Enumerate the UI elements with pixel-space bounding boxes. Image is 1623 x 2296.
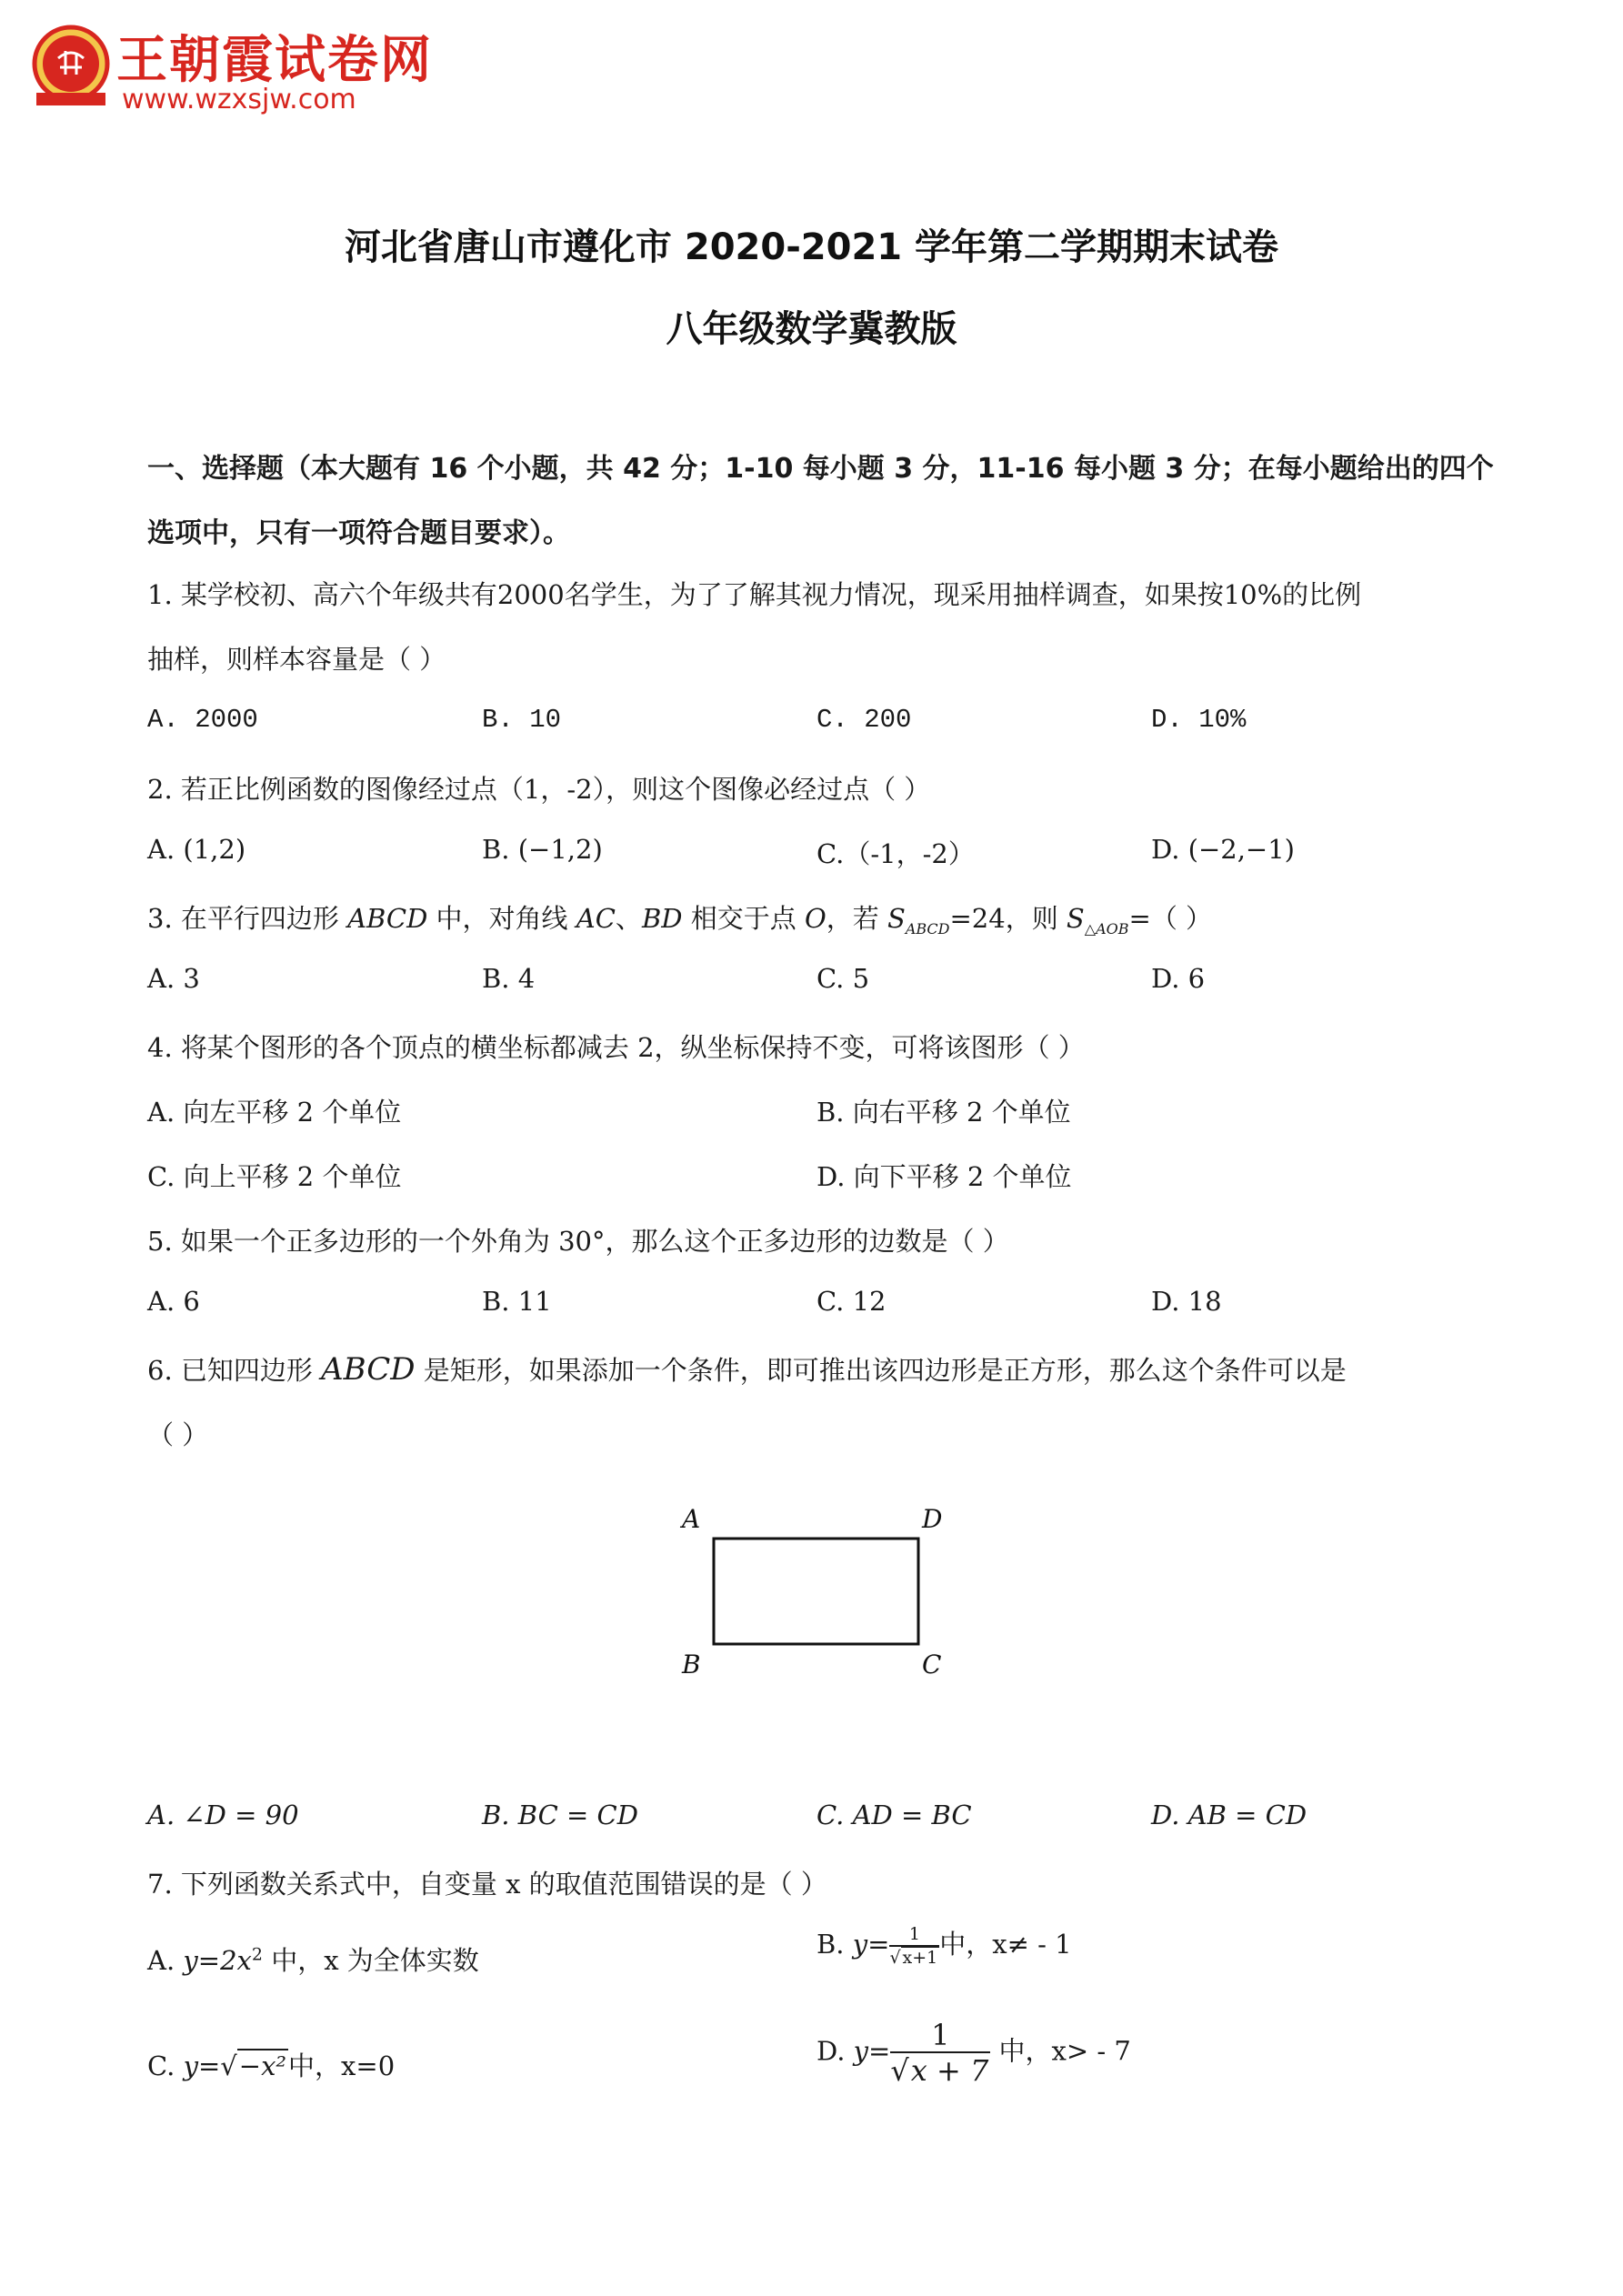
q7-d-prefix: D. bbox=[817, 2035, 854, 2067]
q3-option-c: C. 5 bbox=[817, 963, 870, 994]
q1-option-b: B. 10 bbox=[482, 705, 562, 735]
vertex-label-b: B bbox=[682, 1649, 701, 1679]
exam-subtitle: 八年级数学冀教版 bbox=[666, 308, 957, 350]
q4-option-a: A. 向左平移 2 个单位 bbox=[147, 1097, 402, 1128]
q4-stem: 4. 将某个图形的各个顶点的横坐标都减去 2，纵坐标保持不变，可将该图形（ ） bbox=[147, 1032, 1085, 1063]
q7-d-y: y= bbox=[853, 2035, 891, 2067]
vertex-label-a: A bbox=[682, 1504, 701, 1534]
logo-url[interactable]: www.wzxsjw.com bbox=[122, 84, 356, 115]
q3-stem-part: ，若 bbox=[826, 903, 887, 934]
q7-a-prefix: A. bbox=[147, 1945, 184, 1976]
q6-option-c: C. AD = BC bbox=[817, 1800, 972, 1830]
q3-sub-aob: △AOB bbox=[1084, 919, 1129, 937]
q2-stem: 2. 若正比例函数的图像经过点（1，-2），则这个图像必经过点（ ） bbox=[147, 774, 931, 805]
q5-option-c: C. 12 bbox=[817, 1286, 887, 1317]
vertex-label-d: D bbox=[922, 1504, 943, 1534]
q3-option-a: A. 3 bbox=[147, 963, 200, 994]
q6-option-b: B. BC = CD bbox=[482, 1800, 638, 1830]
q3-stem-part: 、 bbox=[615, 903, 642, 934]
q7-c-y: y= bbox=[183, 2050, 221, 2081]
q4-option-c: C. 向上平移 2 个单位 bbox=[147, 1161, 402, 1192]
q7-b-fraction: $\frac{1}{√ x+1}$ bbox=[889, 1923, 938, 1968]
q1-option-c: C. 200 bbox=[817, 705, 912, 735]
q7-b-num: 1 bbox=[889, 1926, 939, 1947]
q1-option-d: D. 10% bbox=[1151, 705, 1247, 735]
q5-option-d: D. 18 bbox=[1151, 1286, 1222, 1317]
q7-c-suffix: 中，x=0 bbox=[288, 2050, 396, 2081]
rectangle-abcd bbox=[714, 1539, 918, 1644]
q7-option-c: C. y=√−x²中，x=0 bbox=[147, 2050, 396, 2081]
q6-stem-line1 bbox=[147, 1350, 1347, 1388]
logo-badge-icon bbox=[25, 22, 116, 113]
q3-sub-abcd: ABCD bbox=[905, 919, 950, 937]
q6-stem-line2: （ ） bbox=[147, 1419, 209, 1450]
q4-option-b: B. 向右平移 2 个单位 bbox=[817, 1097, 1071, 1128]
q7-b-den: x+1 bbox=[902, 1947, 938, 1968]
q6-option-d: D. AB = CD bbox=[1151, 1800, 1307, 1830]
q6-abcd: ABCD bbox=[321, 1351, 416, 1388]
q3-o: O bbox=[804, 903, 827, 934]
section-heading-line2: 选项中，只有一项符合题目要求）。 bbox=[147, 517, 570, 549]
q6-stem-part: 是矩形，如果添加一个条件，即可推出该四边形是正方形，那么这个条件可以是 bbox=[415, 1355, 1347, 1386]
q7-d-num: 1 bbox=[890, 2020, 990, 2053]
q3-ac: AC bbox=[576, 903, 616, 934]
q5-option-b: B. 11 bbox=[482, 1286, 552, 1317]
exam-title: 河北省唐山市遵化市 2020-2021 学年第二学期期末试卷 bbox=[344, 226, 1279, 268]
q4-option-d: D. 向下平移 2 个单位 bbox=[817, 1161, 1072, 1192]
q7-option-d bbox=[817, 2018, 1131, 2088]
q3-stem-part: 中，对角线 bbox=[427, 903, 576, 934]
q7-a-suffix: 中，x 为全体实数 bbox=[262, 1945, 479, 1976]
q3-stem-part: =24，则 bbox=[949, 903, 1067, 934]
q2-option-c: C.（-1，-2） bbox=[817, 838, 975, 869]
q3-abcd: ABCD bbox=[347, 903, 428, 934]
q3-option-d: D. 6 bbox=[1151, 963, 1206, 994]
rectangle-figure bbox=[675, 1500, 966, 1682]
section-heading-line1: 一、选择题（本大题有 16 个小题，共 42 分；1-10 每小题 3 分，11-16 每小题 3 分；在每小题给出的四个 bbox=[147, 453, 1494, 485]
q2-option-a: A. (1,2) bbox=[147, 834, 246, 865]
q5-stem: 5. 如果一个正多边形的一个外角为 30°，那么这个正多边形的边数是（ ） bbox=[147, 1226, 1009, 1257]
q7-b-prefix: B. bbox=[817, 1929, 853, 1960]
q7-option-a bbox=[147, 1940, 479, 1978]
q3-stem-part: 相交于点 bbox=[682, 903, 805, 934]
q3-s-abcd: S bbox=[887, 903, 906, 934]
q1-stem-line2: 抽样，则样本容量是（ ） bbox=[147, 644, 446, 675]
q7-option-b bbox=[817, 1924, 1072, 1967]
q7-a-sup: 2 bbox=[251, 1944, 263, 1965]
q6-option-a: A. ∠D = 90 bbox=[147, 1800, 299, 1830]
q3-stem bbox=[147, 898, 1212, 937]
logo-title: 王朝霞试卷网 bbox=[116, 31, 433, 90]
q7-d-den: x + 7 bbox=[910, 2053, 989, 2088]
q5-option-a: A. 6 bbox=[147, 1286, 200, 1317]
q7-a-expr: y=2x bbox=[183, 1945, 252, 1976]
q3-s-aob: S bbox=[1066, 903, 1085, 934]
q2-option-d: D. (−2,−1) bbox=[1151, 834, 1295, 865]
q3-stem-part: =（ ） bbox=[1128, 903, 1213, 934]
q2-option-b: B. (−1,2) bbox=[482, 834, 603, 865]
q7-b-y: y= bbox=[852, 1929, 890, 1960]
q3-bd: BD bbox=[641, 903, 683, 934]
q7-stem: 7. 下列函数关系式中，自变量 x 的取值范围错误的是（ ） bbox=[147, 1869, 827, 1900]
q3-stem-part: 3. 在平行四边形 bbox=[147, 903, 348, 934]
vertex-label-c: C bbox=[922, 1649, 942, 1679]
q1-stem-line1: 1. 某学校初、高六个年级共有2000名学生，为了了解其视力情况，现采用抽样调查，如果按10%的比例 bbox=[147, 579, 1362, 610]
q7-c-radicand: −x² bbox=[238, 2050, 287, 2081]
q7-b-suffix: 中，x≠ - 1 bbox=[939, 1929, 1072, 1960]
q7-c-prefix: C. bbox=[147, 2050, 184, 2081]
q7-d-suffix: 中，x> - 7 bbox=[990, 2035, 1131, 2067]
q7-d-fraction: $\frac{1}{√x + 7}$ bbox=[890, 2018, 989, 2088]
q3-option-b: B. 4 bbox=[482, 963, 536, 994]
q1-option-a: A. 2000 bbox=[147, 705, 258, 735]
q6-stem-part: 6. 已知四边形 bbox=[147, 1355, 322, 1386]
